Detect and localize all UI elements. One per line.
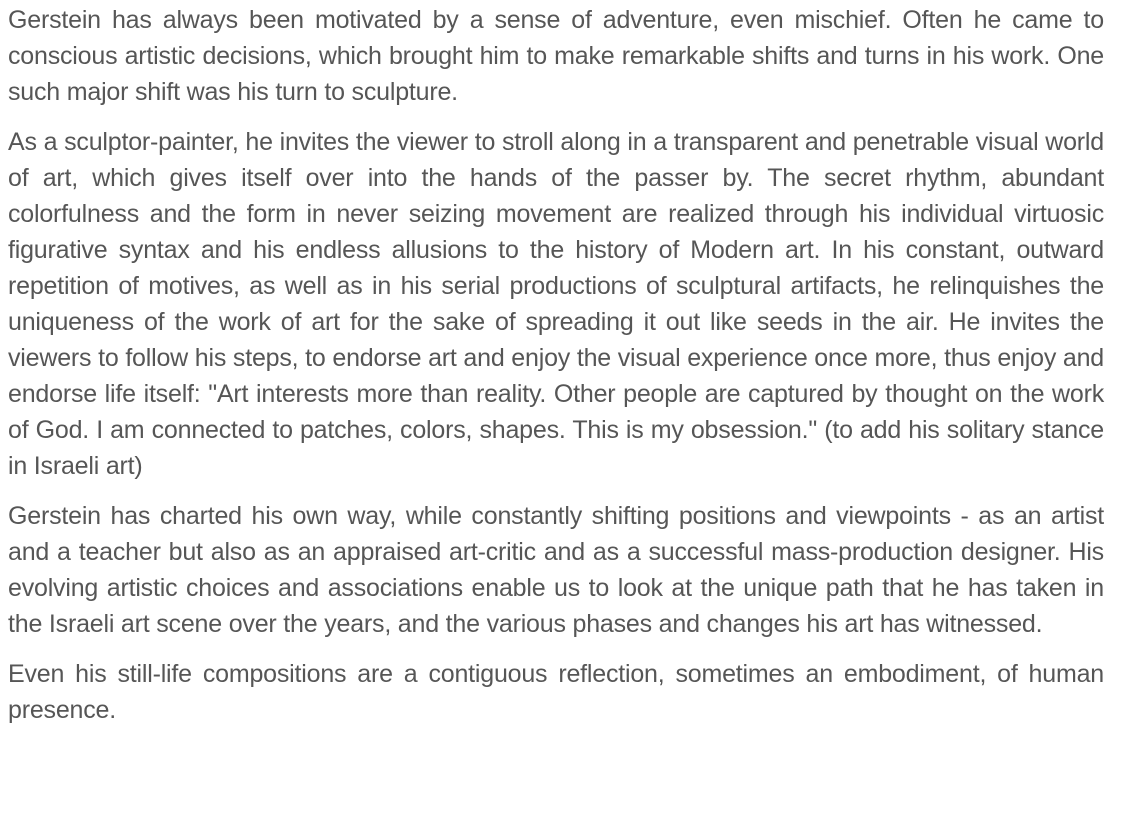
paragraph-still-life: Even his still-life compositions are a contiguous reflection, sometimes an embodiment, of human presence. [8, 660, 1104, 724]
paragraph-intro: Gerstein has always been motivated by a sense of adventure, even mischief. Often he came to conscious artistic decisions, which brought him to make remarkable shifts and turns in his work. One such major shift was his turn to sculpture. [8, 6, 1104, 106]
paragraph-charted-way: Gerstein has charted his own way, while constantly shifting positions and viewpoints - as an artist and a teacher but also as an appraised art-critic and as a successful mass-production designer. His evolving artistic choices and associations enable us to look at the unique path that he has taken in the Israeli art scene over the years, and the various phases and changes his art has witnessed. [8, 502, 1104, 638]
paragraph-sculptor-painter: As a sculptor-painter, he invites the viewer to stroll along in a transparent and penetrable visual world of art, which gives itself over into the hands of the passer by. The secret rhythm, abundant colorfulness and the form in never seizing movement are realized through his individual virtuosic figurative syntax and his endless allusions to the history of Modern art. In his constant, outward repetition of motives, as well as in his serial productions of sculptural artifacts, he relinquishes the uniqueness of the work of art for the sake of spreading it out like seeds in the air. He invites the viewers to follow his steps, to endorse art and enjoy the visual experience once more, thus enjoy and endorse life itself: "Art interests more than reality. Other people are captured by thought on the work of God. I am connected to patches, colors, shapes. This is my obsession." (to add his solitary stance in Israeli art) [8, 128, 1104, 480]
